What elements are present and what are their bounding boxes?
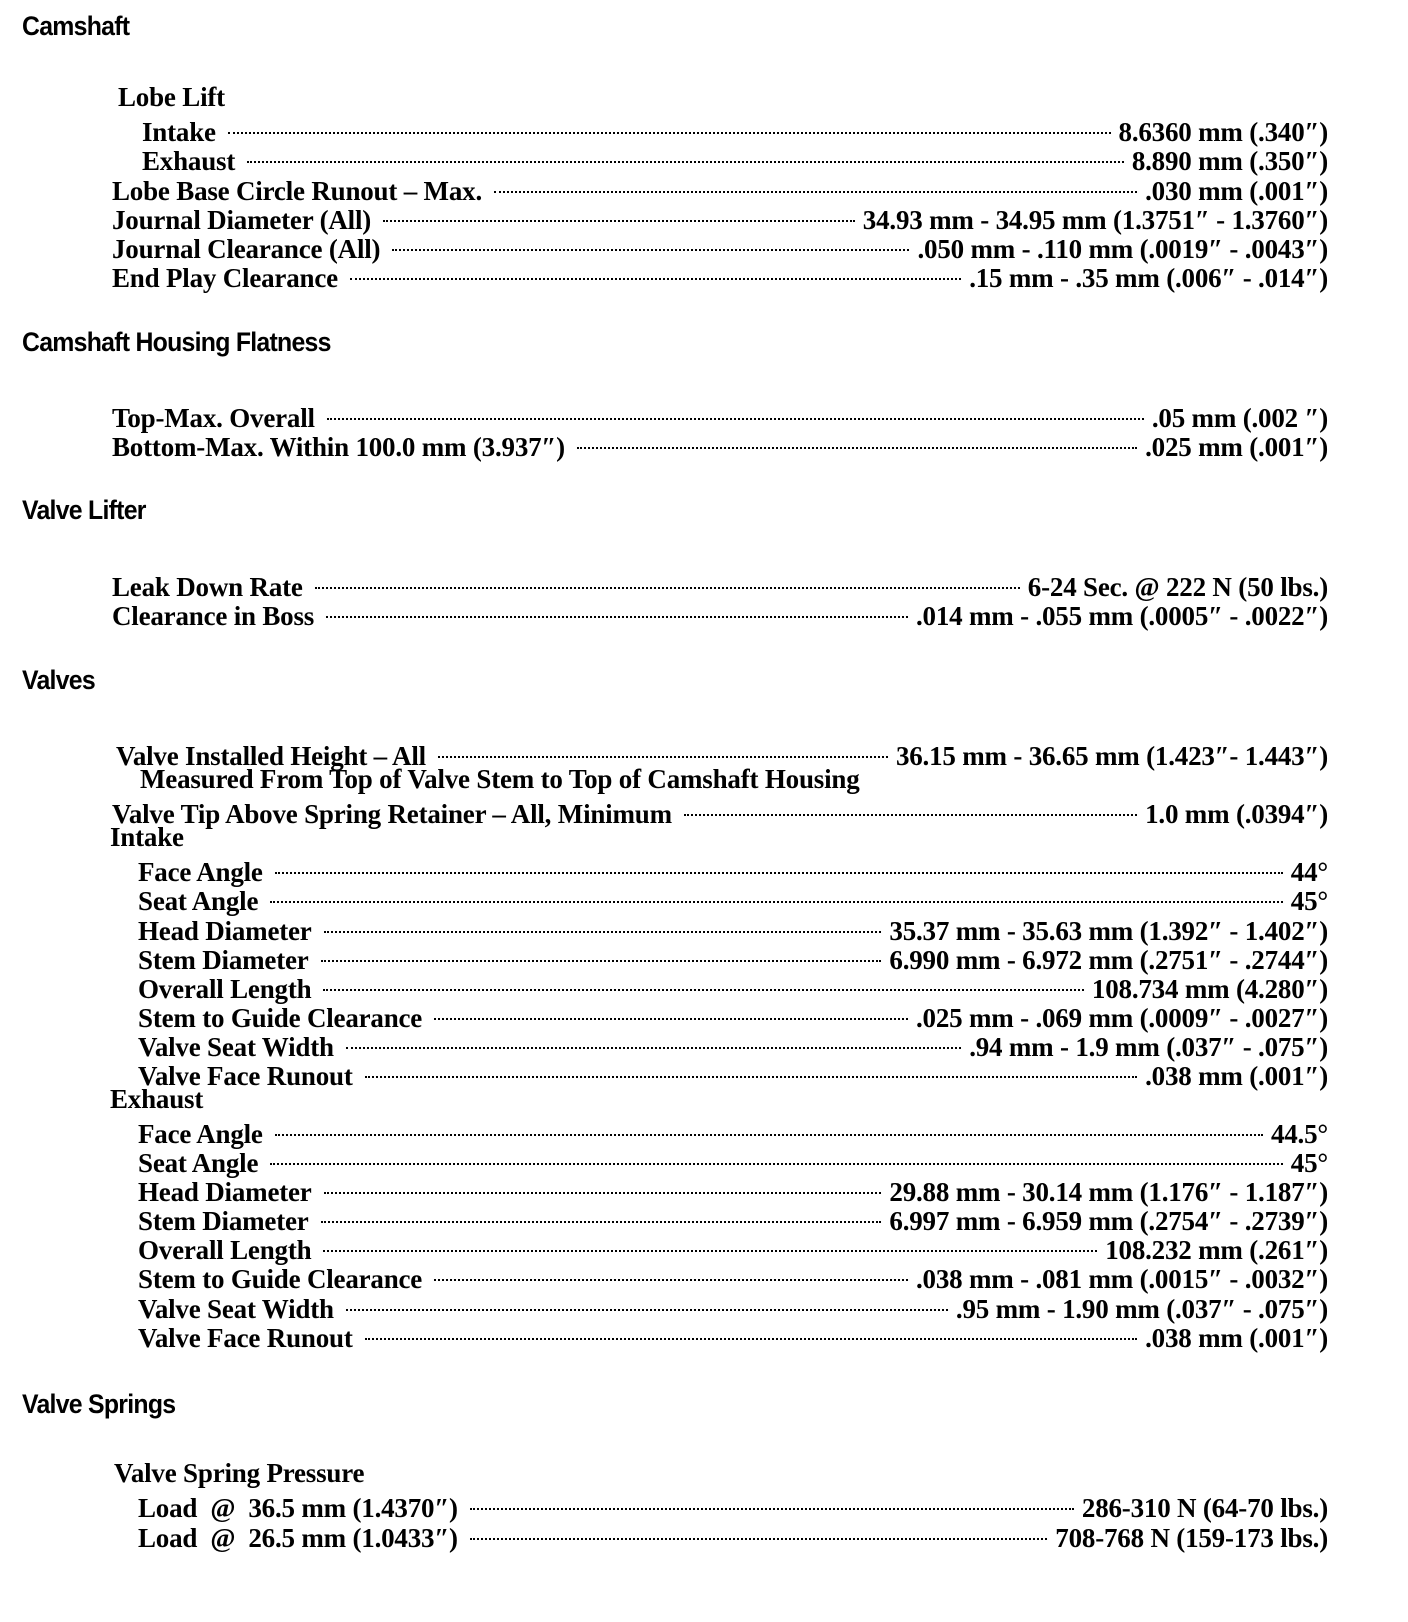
spec-value: .05 mm (.002 ″): [1151, 403, 1328, 433]
dot-leader: [275, 851, 1283, 881]
dot-leader: [270, 880, 1283, 910]
spec-subheading-exhaust: [110, 1084, 1328, 1114]
spec-label: Valve Spring Pressure: [114, 1458, 365, 1488]
spec-row: [138, 880, 1328, 916]
dot-leader: [327, 397, 1144, 427]
spec-value: 1.0 mm (.0394″): [1145, 799, 1328, 829]
spec-row: [142, 140, 1328, 176]
spec-row: [138, 939, 1328, 975]
spec-row: [138, 851, 1328, 887]
dot-leader: [684, 793, 1137, 823]
spec-value: .15 mm - .35 mm (.006″ - .014″): [969, 263, 1328, 293]
spec-value: .025 mm - .069 mm (.0009″ - .0027″): [915, 1003, 1328, 1033]
spec-value: .030 mm (.001″): [1145, 176, 1328, 206]
dot-leader: [323, 1229, 1097, 1259]
dot-leader: [228, 111, 1111, 141]
dot-leader: [577, 426, 1137, 456]
spec-label: Load @ 36.5 mm (1.4370″): [138, 1493, 458, 1523]
spec-label: Overall Length: [138, 1235, 312, 1265]
spec-row: [118, 82, 1328, 112]
spec-value: 108.734 mm (4.280″): [1091, 974, 1328, 1004]
spec-value: 44.5°: [1270, 1119, 1328, 1149]
section-heading-valve-lifter: Valve Lifter: [22, 495, 146, 525]
spec-label: Stem to Guide Clearance: [138, 1264, 423, 1294]
spec-row: [138, 1517, 1328, 1553]
spec-row: [138, 910, 1328, 946]
spec-label: Seat Angle: [138, 1148, 259, 1178]
spec-label: Seat Angle: [138, 886, 259, 916]
dot-leader: [321, 939, 882, 969]
dot-leader: [383, 199, 855, 229]
spec-label: Overall Length: [138, 974, 312, 1004]
dot-leader: [324, 1171, 882, 1201]
dot-leader: [365, 1317, 1138, 1347]
dot-leader: [392, 228, 909, 258]
spec-value: .038 mm (.001″): [1145, 1061, 1328, 1091]
spec-label: Leak Down Rate: [112, 572, 303, 602]
section-heading-camshaft: Camshaft: [22, 11, 130, 41]
spec-row: [112, 199, 1328, 235]
spec-label: Exhaust: [110, 1084, 204, 1114]
spec-label: Stem to Guide Clearance: [138, 1003, 423, 1033]
spec-row: [138, 1171, 1328, 1207]
dot-leader: [434, 1258, 908, 1288]
dot-leader: [323, 968, 1083, 998]
spec-row: [138, 1055, 1328, 1091]
dot-leader: [494, 170, 1137, 200]
spec-label: Face Angle: [138, 857, 263, 887]
dot-leader: [346, 1026, 961, 1056]
spec-label: Face Angle: [138, 1119, 263, 1149]
spec-value: 108.232 mm (.261″): [1105, 1235, 1328, 1265]
spec-value: 44°: [1290, 857, 1328, 887]
dot-leader: [321, 1200, 882, 1230]
spec-row: [138, 1200, 1328, 1236]
spec-value: 29.88 mm - 30.14 mm (1.176″ - 1.187″): [889, 1177, 1328, 1207]
spec-row: [112, 228, 1328, 264]
section-heading-camshaft-housing-flatness: Camshaft Housing Flatness: [22, 327, 331, 357]
spec-value: 286-310 N (64-70 lbs.): [1081, 1493, 1328, 1523]
spec-row: [138, 1026, 1328, 1062]
dot-leader: [470, 1487, 1074, 1517]
spec-label: Lobe Base Circle Runout – Max.: [112, 176, 482, 206]
spec-row: [112, 170, 1328, 206]
dot-leader: [315, 566, 1020, 596]
spec-row: [112, 257, 1328, 293]
spec-value: 708-768 N (159-173 lbs.): [1055, 1523, 1328, 1553]
dot-leader: [346, 1288, 948, 1318]
dot-leader: [438, 735, 888, 765]
spec-value: 34.93 mm - 34.95 mm (1.3751″ - 1.3760″): [862, 205, 1328, 235]
spec-label: Top-Max. Overall: [112, 403, 315, 433]
spec-row: [138, 1487, 1328, 1523]
spec-label: Head Diameter: [138, 1177, 312, 1207]
dot-leader: [326, 595, 908, 625]
spec-label: Head Diameter: [138, 916, 312, 946]
spec-label: Load @ 26.5 mm (1.0433″): [138, 1523, 458, 1553]
spec-label: End Play Clearance: [112, 263, 338, 293]
spec-row: [138, 968, 1328, 1004]
spec-value: .038 mm - .081 mm (.0015″ - .0032″): [915, 1264, 1328, 1294]
dot-leader: [470, 1517, 1047, 1547]
spec-label: Stem Diameter: [138, 945, 309, 975]
spec-row: [142, 111, 1328, 147]
dot-leader: [350, 257, 961, 287]
spec-row: [114, 1458, 1328, 1488]
spec-label: Valve Seat Width: [138, 1294, 334, 1324]
spec-value: .038 mm (.001″): [1145, 1323, 1328, 1353]
spec-value: 6.997 mm - 6.959 mm (.2754″ - .2739″): [889, 1206, 1328, 1236]
spec-row: [138, 1142, 1328, 1178]
spec-value: .025 mm (.001″): [1145, 432, 1328, 462]
spec-label: Clearance in Boss: [112, 601, 315, 631]
spec-row: [138, 1288, 1328, 1324]
spec-row: [140, 764, 1328, 794]
spec-value: 6-24 Sec. @ 222 N (50 lbs.): [1027, 572, 1328, 602]
spec-label: Valve Tip Above Spring Retainer – All, Minimum: [112, 799, 672, 829]
spec-value: 45°: [1290, 1148, 1328, 1178]
spec-row: [138, 1317, 1328, 1353]
spec-row: [138, 1229, 1328, 1265]
spec-value: 36.15 mm - 36.65 mm (1.423″- 1.443″): [895, 741, 1328, 771]
spec-label: Journal Clearance (All): [112, 234, 381, 264]
spec-row: [138, 1258, 1328, 1294]
dot-leader: [247, 140, 1124, 170]
dot-leader: [270, 1142, 1283, 1172]
spec-value: 6.990 mm - 6.972 mm (.2751″ - .2744″): [889, 945, 1328, 975]
spec-label: Valve Installed Height – All: [116, 741, 426, 771]
spec-row: [138, 1113, 1328, 1149]
spec-label: Intake: [110, 822, 184, 852]
spec-label: Intake: [142, 117, 216, 147]
spec-row: [112, 566, 1328, 602]
spec-label: Valve Seat Width: [138, 1032, 334, 1062]
spec-label: Valve Face Runout: [138, 1323, 353, 1353]
dot-leader: [434, 997, 908, 1027]
spec-label: Valve Face Runout: [138, 1061, 353, 1091]
dot-leader: [365, 1055, 1138, 1085]
spec-row: [116, 735, 1328, 771]
dot-leader: [324, 910, 882, 940]
spec-value: .94 mm - 1.9 mm (.037″ - .075″): [969, 1032, 1328, 1062]
spec-label: Lobe Lift: [118, 82, 225, 112]
spec-value: .050 mm - .110 mm (.0019″ - .0043″): [917, 234, 1328, 264]
spec-value: .014 mm - .055 mm (.0005″ - .0022″): [915, 601, 1328, 631]
spec-row: [138, 997, 1328, 1033]
spec-label: Measured From Top of Valve Stem to Top of Camshaft Housing: [140, 764, 860, 794]
spec-row: [112, 426, 1328, 462]
spec-row: [112, 397, 1328, 433]
section-heading-valve-springs: Valve Springs: [22, 1389, 176, 1419]
dot-leader: [275, 1113, 1263, 1143]
spec-label: Bottom-Max. Within 100.0 mm (3.937″): [112, 432, 565, 462]
spec-value: 45°: [1290, 886, 1328, 916]
section-heading-valves: Valves: [22, 665, 95, 695]
spec-row: [112, 595, 1328, 631]
spec-row: [112, 793, 1328, 829]
spec-label: Journal Diameter (All): [112, 205, 372, 235]
spec-value: 8.6360 mm (.340″): [1118, 117, 1328, 147]
spec-label: Stem Diameter: [138, 1206, 309, 1236]
spec-value: 8.890 mm (.350″): [1131, 146, 1328, 176]
spec-subheading-intake: [110, 822, 1328, 852]
spec-value: .95 mm - 1.90 mm (.037″ - .075″): [955, 1294, 1328, 1324]
spec-label: Exhaust: [142, 146, 236, 176]
spec-value: 35.37 mm - 35.63 mm (1.392″ - 1.402″): [889, 916, 1328, 946]
